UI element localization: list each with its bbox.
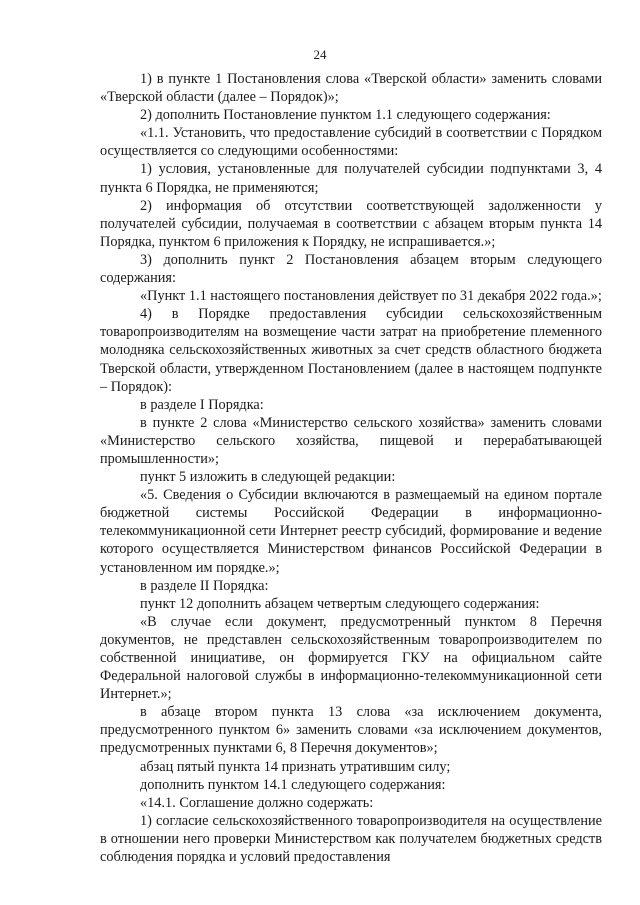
paragraph: 2) дополнить Постановление пунктом 1.1 следующего содержания:	[140, 107, 551, 124]
paragraph: 1) согласие сельскохозяйственного товаропроизводителя на осуществление в отношении него проверки Министерством как получателем бюджетных средств соблюдения порядка и условий предоставления	[100, 812, 602, 866]
paragraph: 1) в пункте 1 Постановления слова «Тверской области» заменить словами «Тверской области (далее – Порядок)»;	[100, 71, 602, 106]
paragraph: 4) в Порядке предоставления субсидии сельскохозяйственным товаропроизводителям на возмещение части затрат на приобретение племенного молодняка сельскохозяйственных животных за счет средств областного бюджета Тверской области, утвержденном Постановлением (далее в настоящем подпункте – Порядок):	[100, 306, 602, 395]
paragraph: в разделе II Порядка:	[140, 577, 269, 594]
paragraph: 1) условия, установленные для получателей субсидии подпунктами 3, 4 пункта 6 Порядка, не применяются;	[100, 161, 602, 196]
paragraph: «Пункт 1.1 настоящего постановления действует по 31 декабря 2022 года.»;	[140, 288, 602, 305]
document-body	[100, 70, 602, 866]
paragraph: пункт 5 изложить в следующей редакции:	[140, 469, 396, 486]
paragraph: в пункте 2 слова «Министерство сельского хозяйства» заменить словами «Министерство сельского хозяйства, пищевой и перерабатывающей промышленности»;	[100, 414, 602, 467]
paragraph: абзац пятый пункта 14 признать утратившим силу;	[140, 758, 451, 775]
paragraph: «14.1. Соглашение должно содержать:	[140, 794, 374, 811]
paragraph: в абзаце втором пункта 13 слова «за исключением документа, предусмотренного пунктом 6» заменить словами «за исключением документов, предусмотренных пунктами 6, 8 Перечня документов»;	[100, 704, 602, 757]
paragraph: пункт 12 дополнить абзацем четвертым следующего содержания:	[140, 595, 540, 612]
paragraph: в разделе I Порядка:	[140, 396, 264, 413]
paragraph: дополнить пунктом 14.1 следующего содержания:	[140, 776, 446, 793]
paragraph: «1.1. Установить, что предоставление субсидий в соответствии с Порядком осуществляется со следующими особенностями:	[100, 125, 602, 160]
paragraph: «В случае если документ, предусмотренный пунктом 8 Перечня документов, не представлен сельскохозяйственным товаропроизводителем по собственной инициативе, он формируется ГКУ на официальном сайте Федеральной налоговой службы в информационно-телекоммуникационной сети Интернет.»;	[100, 613, 602, 703]
page-number: 24	[313, 47, 327, 62]
paragraph: «5. Сведения о Субсидии включаются в размещаемый на едином портале бюджетной системы Российской Федерации в информационно-телекоммуникационной сети Интернет реестр субсидий, формирование и ведение которого осуществляется Министерством финансов Российской Федерации в установленном им порядке.»;	[100, 487, 602, 576]
paragraph: 2) информация об отсутствии соответствующей задолженности у получателей субсидии, получаемая в соответствии с абзацем вторым пункта 14 Порядка, пунктом 6 приложения к Порядку, не испрашивается.»;	[100, 197, 602, 250]
paragraph: 3) дополнить пункт 2 Постановления абзацем вторым следующего содержания:	[100, 251, 602, 287]
